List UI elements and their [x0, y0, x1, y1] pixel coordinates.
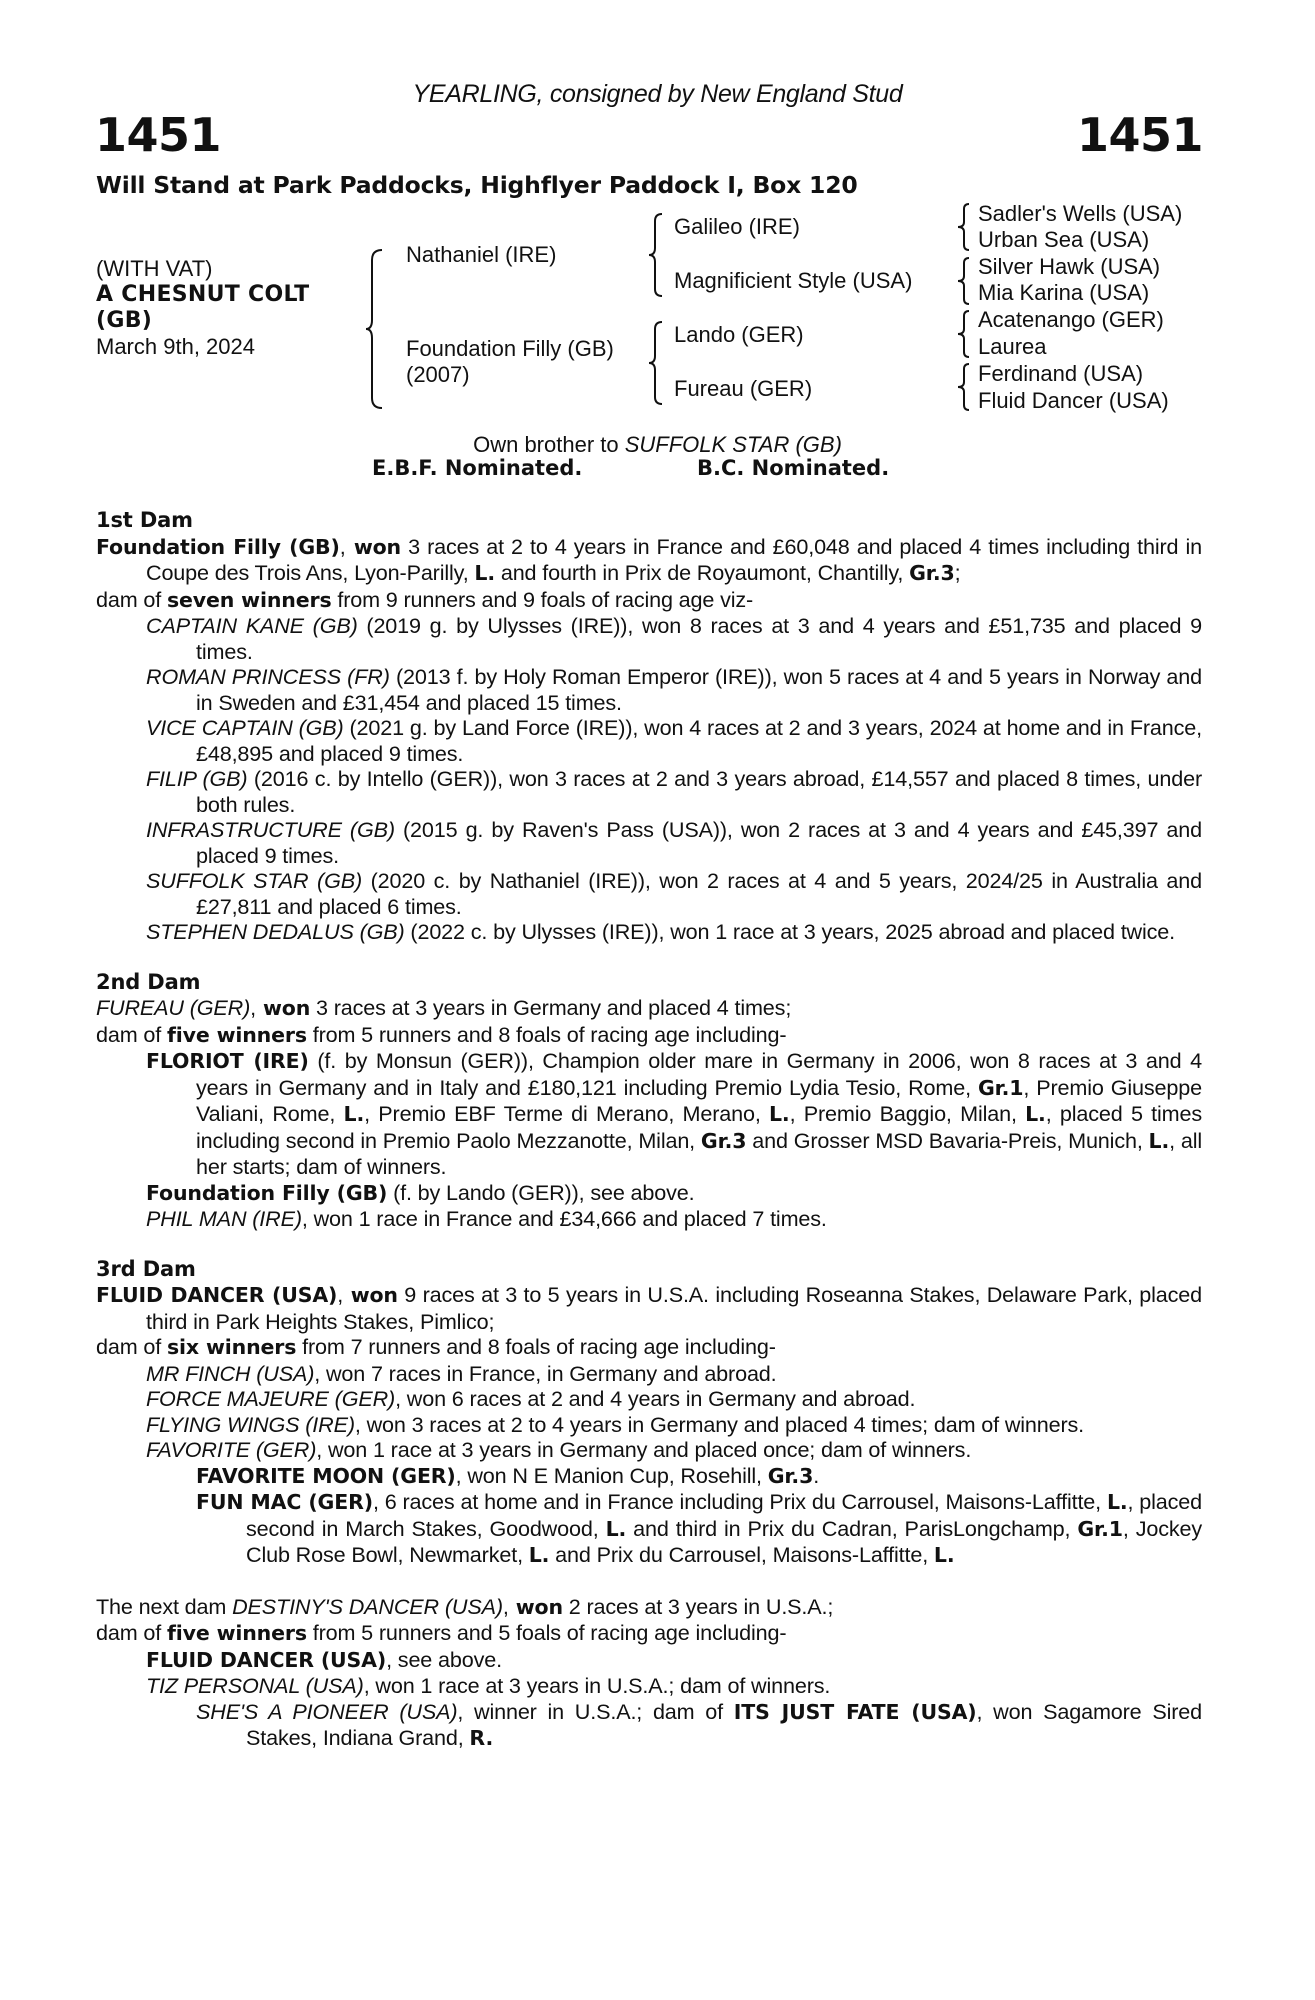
horse-name-italic: FAVORITE (GER) [146, 1437, 317, 1462]
pedigree-entry [96, 1699, 1202, 1752]
bc-label: B.C. Nominated. [697, 456, 890, 480]
entry-text: , [502, 1593, 509, 1619]
bold-text: won [508, 1594, 563, 1619]
horse-country: (GB) [96, 308, 153, 333]
entry-text: , Premio Baggio, Milan, [789, 1101, 1026, 1126]
pedigree-entry [96, 1206, 1202, 1232]
entry-text: 9 races at 3 to 5 years in U.S.A. including Roseanna Stakes, Delaware Park, placed third in Park Heights Stakes, Pimlico; [146, 1282, 1202, 1334]
entry-text: (2015 g. by Raven's Pass (USA)), won 2 races at 3 and 4 years and £45,397 and placed 9 times. [196, 817, 1202, 868]
pedigree-entry [96, 715, 1202, 766]
pedigree-entry [96, 613, 1202, 664]
bold-text: FUN MAC (GER) [196, 1490, 373, 1514]
own-brother-name: SUFFOLK STAR (GB) [624, 432, 842, 457]
pedigree-entry [96, 1180, 1202, 1207]
entry-text: from 9 runners and 9 foals of racing age viz- [331, 586, 754, 612]
section-gap [96, 945, 1202, 970]
entry-text: , won 1 race at 3 years in Germany and placed once; dam of winners. [316, 1437, 972, 1462]
entry-text: , [337, 1282, 344, 1307]
horse-name-italic: VICE CAPTAIN (GB) [146, 715, 344, 740]
bold-text: Foundation Filly (GB) [146, 1180, 388, 1205]
entry-text: ; [954, 560, 961, 585]
entry-text: , won N E Manion Cup, Rosehill, [455, 1462, 768, 1488]
entry-text: , won 1 race at 3 years in U.S.A.; dam of winners. [363, 1673, 831, 1698]
entry-text: and fourth in Prix de Royaumont, Chantilly, [494, 560, 910, 585]
entry-text: , winner in U.S.A.; dam of [457, 1698, 734, 1724]
pedigree-dam-dam: Fureau (GER) [674, 376, 813, 401]
pedigree-brace-dam [647, 320, 665, 406]
own-brother-note [0, 432, 1315, 458]
entry-text: (2016 c. by Intello (GER)), won 3 races at 2 and 3 years abroad, £14,557 and placed 8 times, under both rules. [196, 766, 1202, 817]
horse-name-italic: ROMAN PRINCESS (FR) [146, 664, 390, 689]
bold-text: L. [933, 1543, 955, 1567]
pedigree-brace-gen3-2 [956, 256, 972, 306]
entry-text: , placed second in March Stakes, Goodwood, [246, 1489, 1202, 1541]
consignment-subtitle: YEARLING, consigned by New England Stud [412, 80, 903, 108]
entry-text: 3 races at 2 to 4 years in France and £60,048 and placed 4 times including third in Coupe des Trois Ans, Lyon-Parilly, [146, 533, 1203, 585]
foaling-date: March 9th, 2024 [96, 334, 255, 359]
pedigree-entry [96, 1048, 1202, 1180]
pedigree-entry [96, 919, 1202, 945]
horse-name-italic: STEPHEN DEDALUS (GB) [146, 919, 405, 944]
entry-text: and third in Prix du Cadran, ParisLongchamp, [626, 1515, 1078, 1541]
bold-text: Gr.3 [909, 561, 955, 585]
pedigree-brace-gen3-4 [956, 362, 972, 412]
horse-name-italic: TIZ PERSONAL (USA) [146, 1673, 364, 1698]
entry-text: from 5 runners and 5 foals of racing age including- [306, 1620, 787, 1645]
entry-text: (2021 g. by Land Force (IRE)), won 4 races at 2 and 3 years, 2024 at home and in France, £48,895 and placed 9 times. [196, 715, 1203, 766]
bold-text: ITS JUST FATE (USA) [733, 1699, 977, 1724]
pedigree-entry [96, 1620, 1202, 1647]
pedigree-gen3-2: Urban Sea (USA) [978, 227, 1150, 252]
entry-text: and Grosser MSD Bavaria-Preis, Munich, [746, 1127, 1149, 1153]
horse-name-italic: MR FINCH (USA) [146, 1360, 315, 1386]
horse-identity [96, 256, 310, 360]
entry-text: , won Sagamore Sired Stakes, Indiana Grand, [246, 1698, 1202, 1750]
bold-text: won [256, 996, 311, 1020]
horse-name-italic: INFRASTRUCTURE (GB) [146, 817, 395, 842]
horse-name-italic: SHE'S A PIONEER (USA) [196, 1698, 458, 1724]
entry-text: , all her starts; dam of winners. [196, 1127, 1202, 1179]
entry-text: 2 races at 3 years in U.S.A.; [562, 1593, 834, 1619]
section-gap [96, 1232, 1202, 1257]
pedigree-gen3-8: Fluid Dancer (USA) [978, 388, 1169, 413]
entry-text: (2022 c. by Ulysses (IRE)), won 1 race at 3 years, 2025 abroad and placed twice. [404, 919, 1175, 944]
pedigree-entry [96, 868, 1202, 919]
entry-text: , Premio Giuseppe Valiani, Rome, [196, 1074, 1202, 1126]
bold-text: FLORIOT (IRE) [146, 1049, 309, 1073]
entry-text: (2019 g. by Ulysses (IRE)), won 8 races at 3 and 4 years and £51,735 and placed 9 times. [196, 613, 1202, 664]
horse-name-italic: FUREAU (GER) [96, 995, 251, 1020]
bold-text: L. [343, 1102, 365, 1126]
entry-text: , Premio EBF Terme di Merano, Merano, [364, 1101, 770, 1126]
pedigree-entry [96, 1386, 1202, 1412]
bold-text: FLUID DANCER (USA) [146, 1647, 387, 1672]
horse-name-italic: FILIP (GB) [146, 766, 248, 791]
entry-text: , [339, 533, 346, 559]
entry-text: . [813, 1462, 820, 1488]
pedigree-gen3-1: Sadler's Wells (USA) [978, 201, 1183, 226]
pedigree-dam-sire: Lando (GER) [674, 322, 804, 347]
section-gap [96, 1569, 1202, 1594]
horse-name-italic: DESTINY'S DANCER (USA) [232, 1593, 503, 1619]
pedigree-entry [96, 1594, 1202, 1621]
entry-text: from 5 runners and 8 foals of racing age including- [306, 1021, 787, 1047]
pedigree-entry [96, 1022, 1202, 1049]
horse-name-italic: SUFFOLK STAR (GB) [146, 868, 363, 893]
pedigree-brace-sire [647, 212, 665, 298]
ebf-label: E.B.F. Nominated. [372, 456, 583, 480]
entry-text: , see above. [386, 1646, 502, 1672]
pedigree-entry [96, 1412, 1202, 1438]
pedigree-entry [96, 1647, 1202, 1674]
pedigree-brace-gen3-1 [956, 202, 972, 252]
bold-text: five winners [166, 1022, 307, 1047]
pedigree-sire-sire: Galileo (IRE) [674, 214, 800, 239]
entry-text: (f. by Lando (GER)), see above. [387, 1179, 695, 1205]
bold-text: Gr.3 [767, 1463, 814, 1488]
pedigree-entry [96, 1437, 1202, 1463]
horse-name-italic: FLYING WINGS (IRE) [146, 1411, 355, 1437]
bold-text: Foundation Filly (GB) [96, 534, 340, 559]
bold-text: L. [1148, 1128, 1170, 1153]
bold-text: six winners [166, 1335, 297, 1359]
entry-text: , [250, 995, 257, 1020]
bold-text: R. [469, 1726, 494, 1750]
own-brother-prefix: Own brother to [473, 432, 625, 457]
pedigree-brace-main [364, 248, 386, 410]
entry-text: 3 races at 3 years in Germany and placed 4 times; [310, 995, 792, 1020]
entry-text: dam of [96, 586, 167, 612]
pedigree-gen3-5: Acatenango (GER) [978, 307, 1164, 332]
bold-text: Gr.1 [1077, 1516, 1123, 1541]
section-heading: 3rd Dam [96, 1256, 196, 1281]
pedigree-entry [96, 766, 1202, 817]
pedigree-entry [96, 1361, 1202, 1387]
pedigree-entry [96, 995, 1202, 1022]
bold-text: L. [474, 561, 495, 585]
entry-text: , 6 races at home and in France including Prix du Carrousel, Maisons-Laffitte, [372, 1489, 1107, 1514]
pedigree-entry [96, 1282, 1202, 1334]
pedigree-entry [96, 1334, 1202, 1361]
pedigree-entry [96, 1673, 1202, 1699]
stable-location: Will Stand at Park Paddocks, Highflyer Paddock I, Box 120 [96, 171, 858, 199]
entry-text: dam of [96, 1021, 167, 1047]
pedigree-entry [96, 1489, 1202, 1569]
family-history [96, 508, 1202, 1752]
ebf-nominated [372, 456, 582, 480]
pedigree-sire: Nathaniel (IRE) [406, 242, 557, 267]
pedigree-gen3-6: Laurea [978, 334, 1047, 359]
lot-number-right: 1451 [1076, 108, 1203, 162]
pedigree-gen3-3: Silver Hawk (USA) [978, 254, 1161, 279]
bold-text: Gr.3 [700, 1128, 747, 1153]
horse-name-italic: FORCE MAJEURE (GER) [146, 1386, 396, 1411]
horse-description: A CHESNUT COLT [96, 282, 310, 307]
pedigree-gen3-7: Ferdinand (USA) [978, 361, 1144, 386]
bold-text: L. [605, 1516, 627, 1541]
pedigree-brace-gen3-3 [956, 309, 972, 359]
bold-text: won [345, 534, 402, 559]
bold-text: L. [1106, 1490, 1128, 1514]
pedigree-entry [96, 587, 1202, 614]
lot-number-left: 1451 [95, 108, 222, 162]
pedigree-dam-year: (2007) [406, 362, 470, 387]
bold-text: five winners [166, 1621, 307, 1645]
horse-name-italic: PHIL MAN (IRE) [146, 1206, 302, 1231]
pedigree-sire-dam: Magnificient Style (USA) [674, 268, 913, 293]
entry-text: dam of [96, 1334, 167, 1359]
bc-nominated [697, 456, 889, 480]
section-heading: 2nd Dam [96, 969, 201, 994]
bold-text: FAVORITE MOON (GER) [196, 1463, 456, 1488]
entry-text: , won 6 races at 2 and 4 years in Germany and abroad. [395, 1386, 916, 1411]
vat-note: (WITH VAT) [96, 256, 213, 281]
entry-text: (f. by Monsun (GER)), Champion older mare in Germany in 2006, won 8 races at 3 and 4 years in Germany and in Italy and £180,121 including Premio Lydia Tesio, Rome, [196, 1048, 1203, 1100]
entry-text: , Jockey Club Rose Bowl, Newmarket, [246, 1515, 1203, 1567]
entry-text: dam of [96, 1620, 167, 1645]
bold-text: Gr.1 [977, 1075, 1024, 1100]
section-heading: 1st Dam [96, 508, 193, 532]
pedigree-dam: Foundation Filly (GB) [406, 336, 614, 361]
bold-text: L. [1025, 1102, 1046, 1126]
bold-text: won [343, 1283, 398, 1307]
pedigree-entry [96, 817, 1202, 868]
entry-text: , placed 5 times including second in Premio Paolo Mezzanotte, Milan, [196, 1101, 1202, 1153]
entry-text: from 7 runners and 8 foals of racing age including- [296, 1334, 776, 1359]
pedigree-gen3-4: Mia Karina (USA) [978, 280, 1150, 305]
entry-text: The next dam [96, 1593, 233, 1619]
pedigree-entry [96, 534, 1202, 587]
entry-text: (2013 f. by Holy Roman Emperor (IRE)), won 5 races at 4 and 5 years in Norway and in Sweden and £31,454 and placed 15 times. [196, 664, 1203, 715]
entry-text: (2020 c. by Nathaniel (IRE)), won 2 races at 4 and 5 years, 2024/25 in Australia and £27,811 and placed 6 times. [196, 868, 1202, 919]
pedigree-entry [96, 664, 1202, 715]
bold-text: L. [769, 1102, 790, 1126]
bold-text: L. [528, 1543, 550, 1567]
pedigree-entry [96, 1463, 1202, 1490]
bold-text: FLUID DANCER (USA) [96, 1283, 338, 1307]
entry-text: , won 1 race in France and £34,666 and placed 7 times. [301, 1206, 827, 1231]
entry-text: , won 7 races in France, in Germany and abroad. [314, 1360, 777, 1386]
entry-text: , won 3 races at 2 to 4 years in Germany and placed 4 times; dam of winners. [354, 1411, 1085, 1437]
bold-text: seven winners [166, 587, 332, 612]
entry-text: and Prix du Carrousel, Maisons-Laffitte, [549, 1542, 934, 1567]
horse-name-italic: CAPTAIN KANE (GB) [146, 613, 358, 638]
